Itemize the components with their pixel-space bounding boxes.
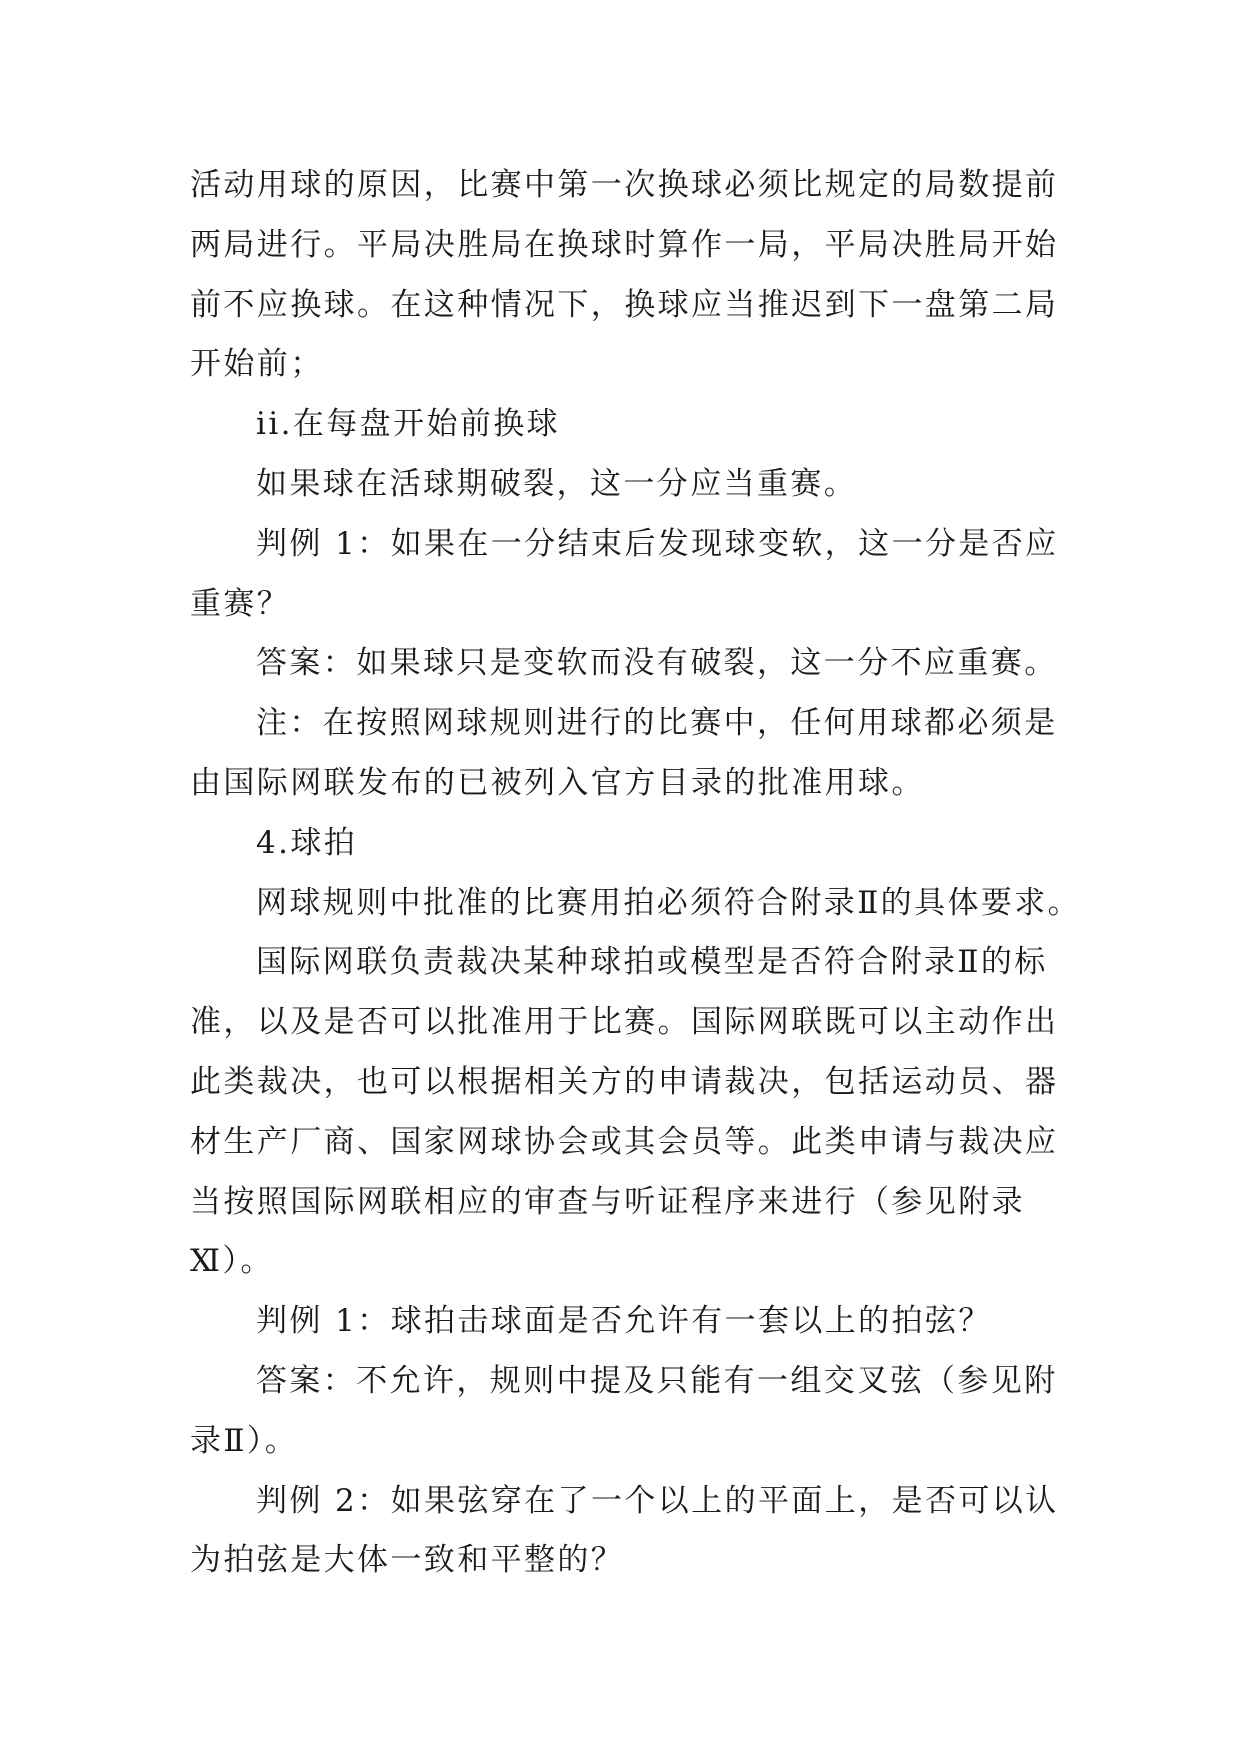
paragraph-start: 如果球在活球期破裂，这一分应当重赛。 (256, 465, 858, 502)
text-line: 材生产厂商、国家网球协会或其会员等。此类申请与裁决应 (190, 1123, 1059, 1160)
text-line: 开始前； (190, 346, 324, 383)
text-line: 两局进行。平局决胜局在换球时算作一局，平局决胜局开始 (190, 226, 1059, 263)
text-line: 准，以及是否可以批准用于比赛。国际网联既可以主动作出 (190, 1004, 1059, 1041)
text-line: 录Ⅱ）。 (190, 1422, 299, 1459)
text-line: 重赛？ (190, 585, 291, 622)
case-question: 判例 1：球拍击球面是否允许有一套以上的拍弦？ (256, 1303, 992, 1340)
text-line: 当按照国际网联相应的审查与听证程序来进行（参见附录 (190, 1183, 1025, 1220)
case-answer: 答案：如果球只是变软而没有破裂，这一分不应重赛。 (256, 645, 1058, 682)
text-line: 由国际网联发布的已被列入官方目录的批准用球。 (190, 764, 925, 801)
text-line: 活动用球的原因，比赛中第一次换球必须比规定的局数提前 (190, 167, 1059, 203)
paragraph-start: 国际网联负责裁决某种球拍或模型是否符合附录Ⅱ的标 (256, 944, 1048, 981)
note-line: 注：在按照网球规则进行的比赛中，任何用球都必须是 (256, 705, 1058, 742)
paragraph-start: 网球规则中批准的比赛用拍必须符合附录Ⅱ的具体要求。 (256, 884, 1082, 921)
subitem-line: ii.在每盘开始前换球 (256, 406, 561, 443)
text-line: Ⅺ）。 (190, 1243, 274, 1280)
case-question: 判例 2：如果弦穿在了一个以上的平面上，是否可以认 (256, 1482, 1059, 1519)
body-text (190, 156, 1082, 1591)
case-question: 判例 1：如果在一分结束后发现球变软，这一分是否应 (256, 525, 1059, 562)
case-answer: 答案：不允许，规则中提及只能有一组交叉弦（参见附 (256, 1362, 1058, 1399)
text-line: 为拍弦是大体一致和平整的？ (190, 1542, 625, 1579)
text-line: 此类裁决，也可以根据相关方的申请裁决，包括运动员、器 (190, 1063, 1059, 1100)
text-line: 前不应换球。在这种情况下，换球应当推迟到下一盘第二局 (190, 286, 1059, 323)
section-heading: 4.球拍 (256, 824, 358, 861)
